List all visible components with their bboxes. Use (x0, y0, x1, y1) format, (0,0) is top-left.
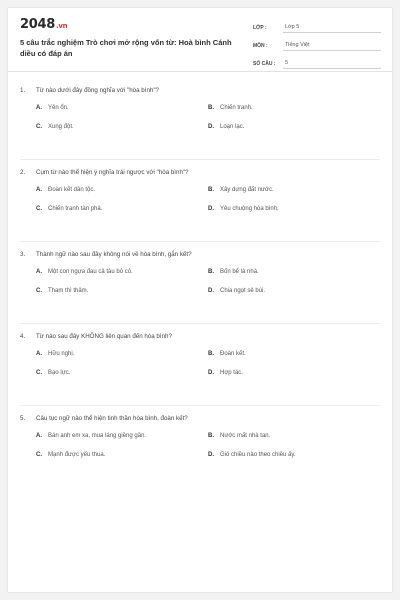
option-b[interactable] (208, 186, 380, 195)
option-grid (20, 428, 380, 460)
option-letter: A. (36, 351, 42, 357)
option-text: Chiến tranh tàn phá. (48, 206, 103, 212)
meta-value: Lớp 5 (283, 24, 381, 33)
question-stem (20, 86, 380, 100)
option-text: Đoàn kết dân tộc. (48, 187, 96, 193)
question-stem (20, 168, 380, 182)
option-grid (20, 346, 380, 378)
option-d[interactable] (208, 369, 380, 378)
option-letter: B. (208, 105, 214, 111)
option-c[interactable] (36, 369, 208, 378)
option-letter: A. (36, 187, 42, 193)
question-stem (20, 332, 380, 346)
question-number: 3. (20, 251, 26, 258)
meta-row-count (253, 54, 381, 69)
question-number: 1. (20, 87, 26, 94)
option-letter: C. (36, 288, 42, 294)
meta-info (253, 18, 381, 72)
site-logo[interactable] (20, 17, 67, 32)
option-text: Xây dựng đất nước. (220, 187, 274, 193)
option-letter: D. (208, 124, 214, 130)
option-text: Xung đột. (48, 124, 74, 130)
option-text: Chia ngọt sẻ bùi. (220, 288, 266, 294)
meta-key: MÔN : (253, 43, 268, 49)
question-text: Thành ngữ nào sau đây không nói về hòa bình, gắn kết? (36, 251, 192, 258)
option-a[interactable] (36, 350, 208, 359)
option-b[interactable] (208, 432, 380, 441)
option-letter: D. (208, 370, 214, 376)
question-item (20, 86, 380, 160)
option-text: Đoàn kết. (220, 351, 246, 357)
question-number: 5. (20, 415, 26, 422)
option-text: Hợp tác. (220, 370, 243, 376)
option-d[interactable] (208, 205, 380, 214)
option-c[interactable] (36, 287, 208, 296)
option-text: Hữu nghị. (48, 351, 75, 357)
option-grid (20, 100, 380, 132)
question-stem (20, 250, 380, 264)
option-letter: C. (36, 124, 42, 130)
meta-key: SỐ CÂU : (253, 61, 276, 67)
option-text: Bốn bể là nhà. (220, 269, 259, 275)
worksheet-page (8, 8, 392, 592)
option-text: Loạn lạc. (220, 124, 245, 130)
worksheet-header (8, 8, 392, 72)
option-letter: A. (36, 433, 42, 439)
option-b[interactable] (208, 268, 380, 277)
question-item (20, 168, 380, 242)
option-text: Tham thì thâm. (48, 288, 89, 294)
question-item (20, 250, 380, 324)
option-text: Một con ngựa đau cả tàu bỏ cỏ. (48, 269, 133, 275)
option-letter: D. (208, 452, 214, 458)
option-c[interactable] (36, 123, 208, 132)
option-letter: A. (36, 269, 42, 275)
option-text: Bán anh em xa, mua láng giềng gần. (48, 433, 147, 439)
question-stem (20, 414, 380, 428)
option-text: Bạo lực. (48, 370, 71, 376)
question-number: 4. (20, 333, 26, 340)
option-letter: B. (208, 187, 214, 193)
option-a[interactable] (36, 432, 208, 441)
option-a[interactable] (36, 186, 208, 195)
option-grid (20, 264, 380, 296)
option-c[interactable] (36, 451, 208, 460)
question-item (20, 332, 380, 406)
option-text: Yên ổn. (48, 105, 69, 111)
meta-row-class (253, 18, 381, 33)
option-b[interactable] (208, 104, 380, 113)
question-text: Từ nào sau đây KHÔNG liên quan đến hòa bình? (36, 333, 172, 340)
question-number: 2. (20, 169, 26, 176)
option-letter: B. (208, 433, 214, 439)
option-d[interactable] (208, 287, 380, 296)
meta-value: Tiếng Việt (283, 42, 381, 51)
option-b[interactable] (208, 350, 380, 359)
option-grid (20, 182, 380, 214)
option-letter: D. (208, 206, 214, 212)
option-letter: C. (36, 370, 42, 376)
meta-row-subject (253, 36, 381, 51)
question-text: Từ nào dưới đây đồng nghĩa với "hòa bình"? (36, 87, 159, 94)
logo-text: 2048 (20, 17, 55, 32)
option-letter: D. (208, 288, 214, 294)
question-text: Cụm từ nào thể hiện ý nghĩa trái ngược với "hòa bình"? (36, 169, 189, 176)
question-list (20, 86, 380, 496)
option-letter: A. (36, 105, 42, 111)
option-text: Yêu chuộng hòa bình. (220, 206, 279, 212)
option-d[interactable] (208, 451, 380, 460)
option-letter: B. (208, 351, 214, 357)
option-a[interactable] (36, 104, 208, 113)
option-d[interactable] (208, 123, 380, 132)
option-text: Nước mất nhà tan. (220, 433, 271, 439)
page-title: 5 câu trắc nghiệm Trò chơi mở rộng vốn từ: Hoà bình Cánh diều có đáp án (20, 38, 232, 58)
option-text: Chiến tranh. (220, 105, 253, 111)
meta-key: LỚP : (253, 25, 267, 31)
option-letter: B. (208, 269, 214, 275)
option-letter: C. (36, 206, 42, 212)
option-letter: C. (36, 452, 42, 458)
option-c[interactable] (36, 205, 208, 214)
option-a[interactable] (36, 268, 208, 277)
option-text: Gió chiều nào theo chiều ấy. (220, 452, 296, 458)
option-text: Mạnh được yếu thua. (48, 452, 106, 458)
question-item (20, 414, 380, 488)
logo-tld: .vn (55, 22, 68, 30)
question-text: Câu tục ngữ nào thể hiện tinh thần hòa bình, đoàn kết? (36, 415, 188, 422)
meta-value: 5 (283, 60, 381, 69)
